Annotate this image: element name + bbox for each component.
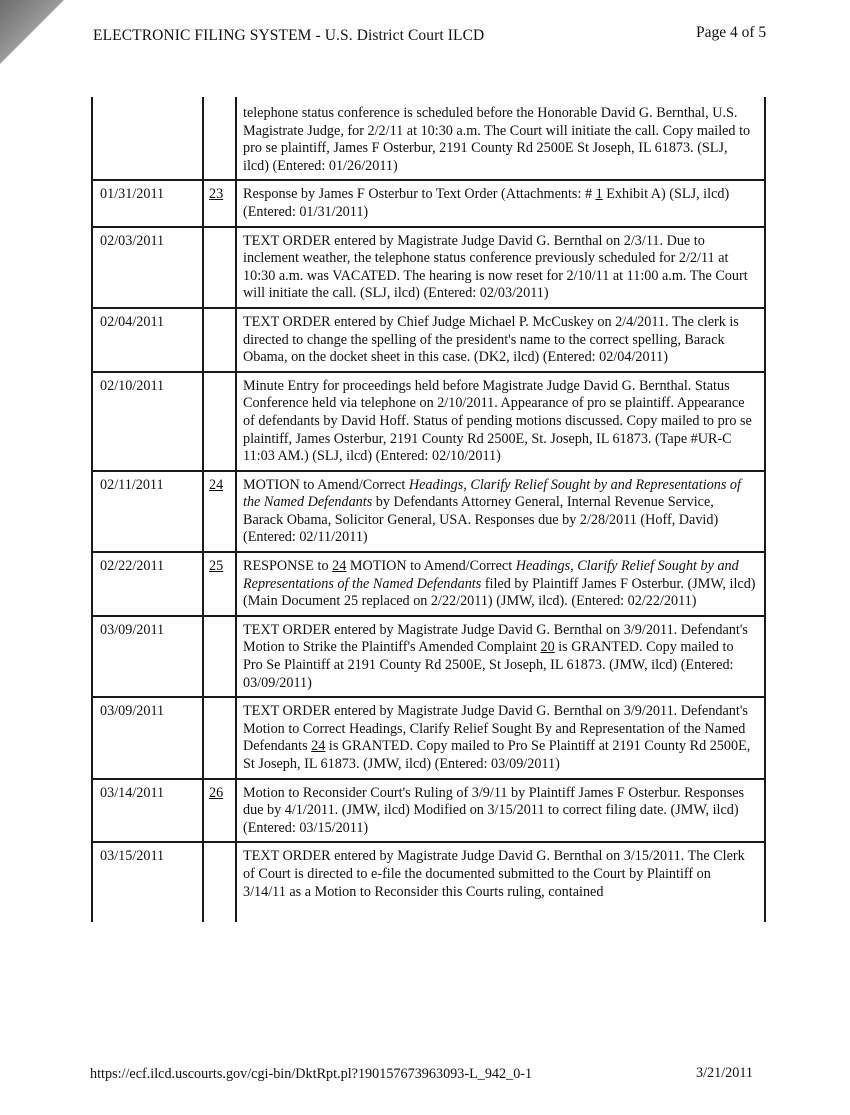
docket-row: [92, 697, 765, 778]
entry-text: TEXT ORDER entered by Magistrate Judge David G. Bernthal on 3/9/2011. Defendant's Motion to Correct Headings, Clarify Relief Sought By and Representation of the Named Defendants 24 is GRANTED. Copy mailed to Pro Se Plaintiff at 2191 County Rd 2500E, St Joseph, IL 61873. (JMW, ilcd) (Entered: 03/09/2011): [236, 697, 765, 778]
docket-row: [92, 372, 765, 471]
entry-date: 03/09/2011: [92, 616, 203, 697]
page-number: Page 4 of 5: [696, 24, 767, 41]
entry-date: 03/14/2011: [92, 779, 203, 843]
entry-text: MOTION to Amend/Correct Headings, Clarify Relief Sought by and Representations of the Named Defendants by Defendants Attorney General, Internal Revenue Service, Barack Obama, Solicitor General, USA. Responses due by 2/28/2011 (Hoff, David) (Entered: 02/11/2011): [236, 471, 765, 552]
docket-row: [92, 471, 765, 552]
document-link[interactable]: 25: [209, 558, 224, 575]
entry-date: 02/03/2011: [92, 227, 203, 308]
docket-row: [92, 308, 765, 372]
docket-row: [92, 180, 765, 226]
document-link[interactable]: 26: [209, 784, 224, 801]
entry-number: [203, 227, 236, 308]
docket-row: [92, 779, 765, 843]
entry-number: [203, 372, 236, 471]
entry-text: Motion to Reconsider Court's Ruling of 3/9/11 by Plaintiff James F Osterbur. Responses due by 4/1/2011. (JMW, ilcd) Modified on 3/15/2011 to correct filing date. (JMW, ilcd) (Entered: 03/15/2011): [236, 779, 765, 843]
entry-text: telephone status conference is scheduled before the Honorable David G. Bernthal, U.S. Magistrate Judge, for 2/2/11 at 10:30 a.m. The Court will initiate the call. Copy mailed to pro se plaintiff, James F Osterbur, 2191 County Rd 2500E St Joseph, IL 61873. (SLJ, ilcd) (Entered: 01/26/2011): [236, 97, 765, 180]
referenced-document-link[interactable]: 20: [540, 639, 555, 656]
docket-row: [92, 616, 765, 697]
entry-text: Response by James F Osterbur to Text Order (Attachments: # 1 Exhibit A) (SLJ, ilcd) (Entered: 01/31/2011): [236, 180, 765, 226]
referenced-document-link[interactable]: 24: [332, 558, 347, 575]
referenced-document-link[interactable]: 24: [311, 738, 326, 755]
entry-text: RESPONSE to 24 MOTION to Amend/Correct Headings, Clarify Relief Sought by and Representations of the Named Defendants filed by Plaintiff James F Osterbur. (JMW, ilcd) (Main Document 25 replaced on 2/22/2011) (JMW, ilcd). (Entered: 02/22/2011): [236, 552, 765, 616]
entry-number: [203, 779, 236, 843]
entry-date: 03/15/2011: [92, 842, 203, 922]
entry-number: [203, 308, 236, 372]
entry-date: 01/31/2011: [92, 180, 203, 226]
entry-date: 02/11/2011: [92, 471, 203, 552]
entry-date: 03/09/2011: [92, 697, 203, 778]
entry-text: TEXT ORDER entered by Magistrate Judge David G. Bernthal on 3/15/2011. The Clerk of Court is directed to e-file the documented submitted to the Court by Plaintiff on 3/14/11 as a Motion to Reconsider this Courts ruling, contained: [236, 842, 765, 922]
entry-date: 02/10/2011: [92, 372, 203, 471]
entry-text: TEXT ORDER entered by Magistrate Judge David G. Bernthal on 3/9/2011. Defendant's Motion to Strike the Plaintiff's Amended Complaint 20 is GRANTED. Copy mailed to Pro Se Plaintiff at 2191 County Rd 2500E, St Joseph, IL 61873. (JMW, ilcd) (Entered: 03/09/2011): [236, 616, 765, 697]
entry-date: 02/04/2011: [92, 308, 203, 372]
entry-number: [203, 616, 236, 697]
document-link[interactable]: 24: [209, 476, 224, 493]
docket-row: [92, 842, 765, 922]
page-url: https://ecf.ilcd.uscourts.gov/cgi-bin/DktRpt.pl?190157673963093-L_942_0-1: [90, 1066, 533, 1082]
entry-date: 02/22/2011: [92, 552, 203, 616]
docket-row: [92, 227, 765, 308]
entry-number: [203, 842, 236, 922]
entry-text: TEXT ORDER entered by Magistrate Judge David G. Bernthal on 2/3/11. Due to inclement weather, the telephone status conference previously scheduled for 2/2/11 at 10:30 a.m. was VACATED. The hearing is now reset for 2/10/11 at 11:00 a.m. The Court will initiate the call. (SLJ, ilcd) (Entered: 02/03/2011): [236, 227, 765, 308]
document-link[interactable]: 23: [209, 186, 224, 203]
entry-text: TEXT ORDER entered by Chief Judge Michael P. McCuskey on 2/4/2011. The clerk is directed to change the spelling of the president's name to the correct spelling, Barack Obama, on the docket sheet in this case. (DK2, ilcd) (Entered: 02/04/2011): [236, 308, 765, 372]
docket-row: [92, 552, 765, 616]
attachment-link[interactable]: 1: [595, 186, 603, 203]
entry-number: [203, 180, 236, 226]
entry-number: [203, 471, 236, 552]
page-header-title: ELECTRONIC FILING SYSTEM - U.S. District Court ILCD: [93, 27, 485, 44]
docket-row: [92, 97, 765, 180]
entry-number: [203, 97, 236, 180]
entry-date: [92, 97, 203, 180]
print-date: 3/21/2011: [696, 1065, 754, 1081]
entry-text: Minute Entry for proceedings held before Magistrate Judge David G. Bernthal. Status Conference held via telephone on 2/10/2011. Appearance of pro se plaintiff. Appearance of defendants by David Hoff. Status of pending motions discussed. Copy mailed to pro se plaintiff, James Osterbur, 2191 County Rd 2500E, St. Joseph, IL 61873. (Tape #UR-C 11:03 AM.) (SLJ, ilcd) (Entered: 02/10/2011): [236, 372, 765, 471]
entry-number: [203, 552, 236, 616]
entry-number: [203, 697, 236, 778]
docket-table: [91, 97, 766, 922]
scan-corner-fold: [0, 0, 90, 90]
